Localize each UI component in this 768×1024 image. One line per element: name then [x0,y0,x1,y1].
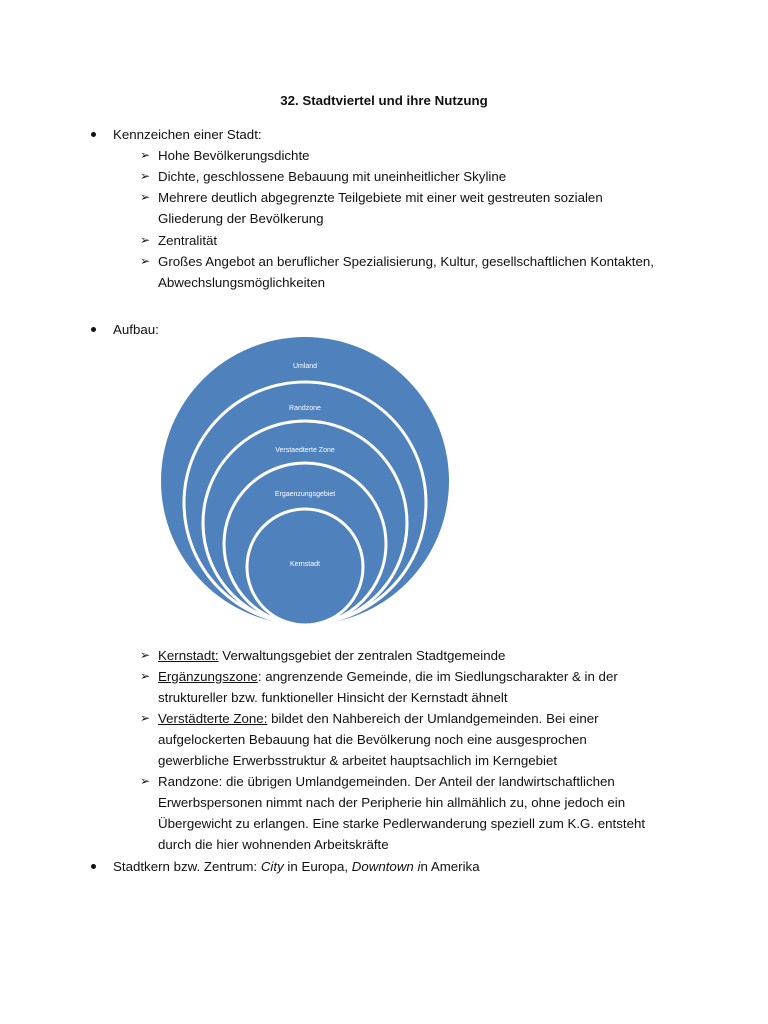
arrow-bullet-icon: ➢ [140,148,151,162]
text: Stadtkern bzw. Zentrum: [113,859,261,874]
list-item: Großes Angebot an beruflicher Spezialisierung, Kultur, gesellschaftlichen Kontakten, [158,254,654,269]
list-item: Hohe Bevölkerungsdichte [158,148,310,163]
label-verstaedterte-zone: Verstaedterte Zone [275,447,335,454]
arrow-bullet-icon: ➢ [140,169,151,183]
text-italic: Downtown i [351,859,421,874]
list-item: Mehrere deutlich abgegrenzte Teilgebiete mit einer weit gestreuten sozialen [158,190,603,205]
term: Verstädterte Zone: [158,711,268,726]
page-title: 32. Stadtviertel und ihre Nutzung [280,93,488,108]
list-item-cont: Gliederung der Bevölkerung [158,211,324,226]
list-item-cont: gewerbliche Erwerbsstruktur & arbeitet hauptsachlich im Kerngebiet [158,753,558,768]
list-item: Dichte, geschlossene Bebauung mit uneinheitlicher Skyline [158,169,507,184]
text: n Amerika [420,859,480,874]
list-item-cont: struktureller bzw. funktioneller Hinsicht der Kernstadt ähnelt [158,690,508,705]
arrow-bullet-icon: ➢ [140,233,151,247]
definition: Verwaltungsgebiet der zentralen Stadtgemeinde [218,648,506,663]
arrow-bullet-icon: ➢ [140,711,151,725]
list-item: Randzone: die übrigen Umlandgemeinden. Der Anteil der landwirtschaftlichen [158,774,615,789]
list-item-cont: aufgelockerten Bebauung hat die Bevölkerung noch eine ausgesprochen [158,732,587,747]
list-item [158,708,599,729]
label-randzone: Randzone [289,405,321,412]
arrow-bullet-icon: ➢ [140,190,151,204]
list-item-cont: Übergewicht zu erlangen. Eine starke Pedlerwanderung speziell zum K.G. entsteht [158,816,646,831]
list-item: Zentralität [158,233,218,248]
arrow-bullet-icon: ➢ [140,669,151,683]
list-item-cont: Abwechslungsmöglichkeiten [158,275,326,290]
definition: bildet den Nahbereich der Umlandgemeinden. Bei einer [267,711,599,726]
section-heading: Kennzeichen einer Stadt: [113,127,262,142]
list-item [158,645,505,666]
arrow-bullet-icon: ➢ [140,648,151,662]
label-ergaenzungsgebiet: Ergaenzungsgebiet [274,491,336,498]
text-italic: City [260,859,284,874]
text: in Europa, [283,859,352,874]
list-item-cont: durch die hier wohnenden Arbeitskräfte [158,837,389,852]
list-item-cont: Erwerbspersonen nimmt nach der Peripherie hin allmählich zu, ohne jedoch ein [158,795,626,810]
label-kernstadt: Kernstadt [290,561,320,568]
section-heading: Aufbau: [113,322,159,337]
arrow-bullet-icon: ➢ [140,774,151,788]
definition: : angrenzende Gemeinde, die im Siedlungscharakter & in der [257,669,618,684]
term: Ergänzungszone [158,669,258,684]
term: Kernstadt: [158,648,219,663]
section-line [113,856,480,877]
list-item [158,666,618,687]
arrow-bullet-icon: ➢ [140,254,151,268]
label-umland: Umland [292,363,318,370]
bullet-icon [91,864,96,869]
